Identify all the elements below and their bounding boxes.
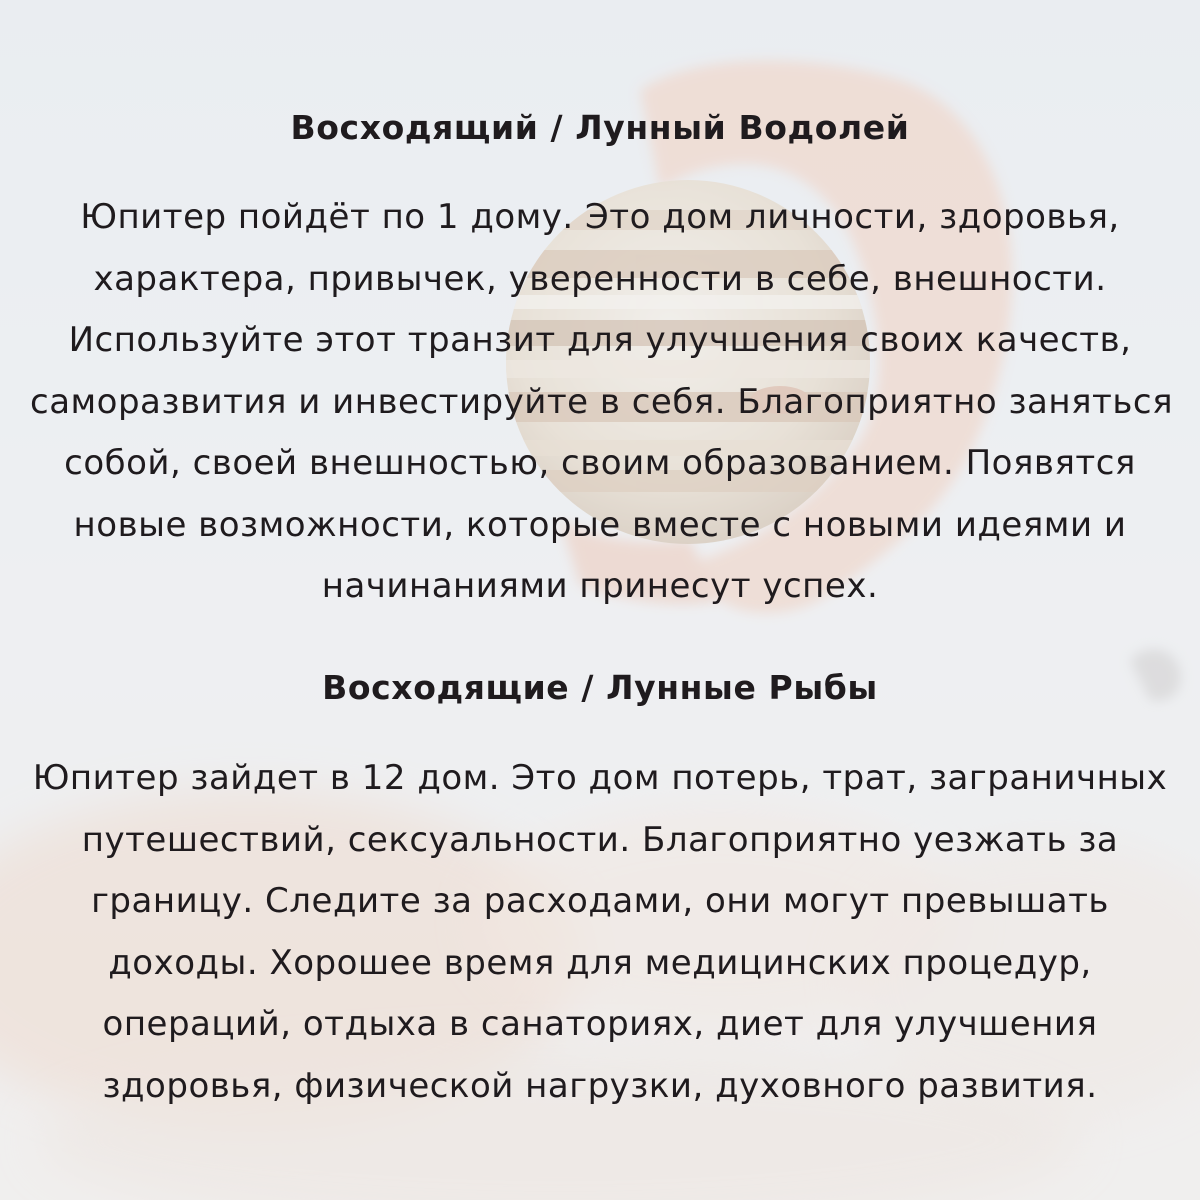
text-line: путешествий, сексуальности. Благоприятно уезжать за	[81, 819, 1119, 860]
text-line: Юпитер пойдёт по 1 дому. Это дом личности, здоровья,	[80, 197, 1120, 237]
section-text-aquarius	[30, 187, 1174, 618]
text-line: характера, привычек, уверенности в себе, внешности.	[93, 258, 1107, 299]
section-heading-pisces: Восходящие / Лунные Рыбы	[322, 668, 878, 707]
text-line: здоровья, физической нагрузки, духовного развития.	[102, 1065, 1098, 1106]
text-line: саморазвития и инвестируйте в себя. Благоприятно заняться	[30, 381, 1174, 422]
text-line: новые возможности, которые вместе с новыми идеями и	[73, 504, 1127, 545]
text-line: собой, своей внешностью, своим образованием. Появятся	[64, 443, 1136, 483]
text-line: операций, отдыха в санаториях, диет для улучшения	[102, 1004, 1098, 1044]
section-heading-aquarius: Восходящий / Лунный Водолей	[290, 108, 910, 147]
text-line: доходы. Хорошее время для медицинских процедур,	[108, 942, 1092, 983]
text-line: Используйте этот транзит для улучшения своих качеств,	[68, 320, 1132, 360]
text-line: начинаниями принесут успех.	[321, 566, 879, 606]
section-text-pisces	[30, 748, 1170, 1117]
text-line: Юпитер зайдет в 12 дом. Это дом потерь, трат, заграничных	[32, 758, 1168, 798]
text-line: границу. Следите за расходами, они могут превышать	[91, 881, 1109, 921]
